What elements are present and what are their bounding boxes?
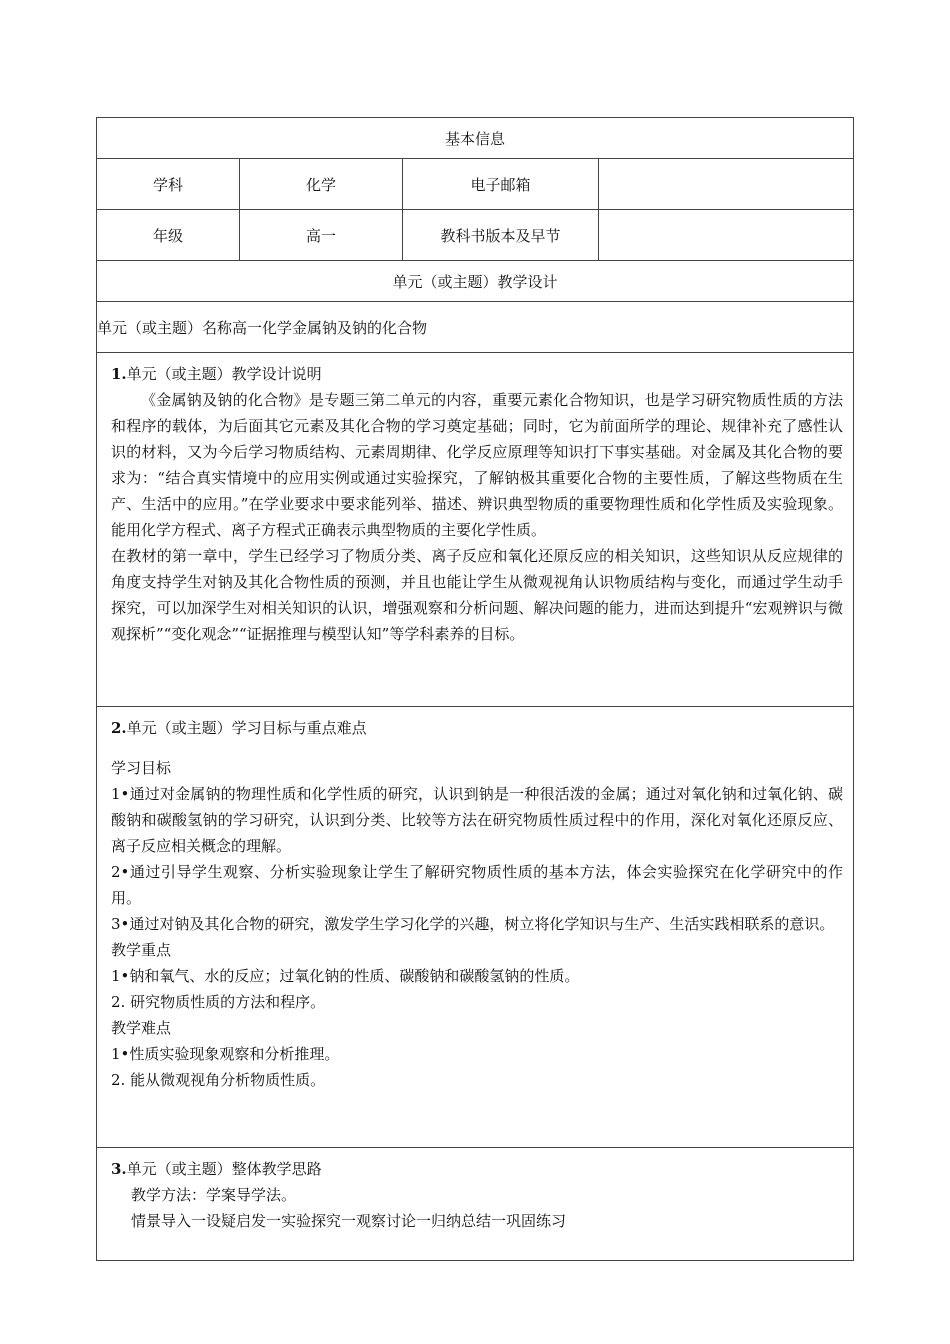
section3-number: 3. bbox=[111, 1160, 127, 1178]
section1-heading-text: 单元（或主题）教学设计说明 bbox=[126, 365, 322, 383]
difficult-points-title: 教学难点 bbox=[111, 1019, 172, 1037]
basic-info-title: 基本信息 bbox=[97, 118, 854, 159]
unit-name-line: 单元（或主题）名称高一化学金属钠及钠的化合物 bbox=[97, 302, 854, 353]
lesson-plan-table bbox=[96, 117, 854, 1261]
difficult-point-item: 2. 能从微观视角分析物质性质。 bbox=[111, 1071, 326, 1089]
grade-value: 高一 bbox=[240, 210, 403, 261]
subject-label: 学科 bbox=[97, 159, 240, 210]
section2-heading bbox=[111, 715, 843, 741]
email-label: 电子邮箱 bbox=[403, 159, 599, 210]
difficult-point-item: 1•性质实验现象观察和分析推理。 bbox=[111, 1045, 340, 1063]
textbook-label: 教科书版本及早节 bbox=[403, 210, 599, 261]
goal-item: 1•通过对金属钠的物理性质和化学性质的研究，认识到钠是一种很活泼的金属；通过对氧化钠和过氧化钠、碳酸钠和碳酸氢钠的学习研究，认识到分类、比较等方法在研究物质性质过程中的作用，深化对氧化还原反应、离子反应相关概念的理解。 bbox=[111, 785, 844, 855]
key-point-item: 1•钠和氧气、水的反应；过氧化钠的性质、碳酸钠和碳酸氢钠的性质。 bbox=[111, 967, 580, 985]
section-teaching-approach bbox=[97, 1148, 854, 1261]
section-goals bbox=[97, 707, 854, 1148]
goal-item: 2•通过引导学生观察、分析实验现象让学生了解研究物质性质的基本方法，体会实验探究在化学研究中的作用。 bbox=[111, 863, 844, 907]
teaching-flow: 情景导入一设疑启发一实验探究一观察讨论一归纳总结一巩固练习 bbox=[131, 1212, 567, 1230]
section2-number: 2. bbox=[111, 719, 127, 737]
section2-heading-text: 单元（或主题）学习目标与重点难点 bbox=[126, 719, 367, 737]
section1-paragraph-1: 《金属钠及钠的化合物》是专题三第二单元的内容，重要元素化合物知识，也是学习研究物质性质的方法和程序的载体，为后面其它元素及其化合物的学习奠定基础；同时，它为前面所学的理论、规律补充了感性认识的材料，又为今后学习物质结构、元素周期律、化学反应原理等知识打下事实基础。对金属及其化合物的要求为：“结合真实情境中的应用实例或通过实验探究，了解钠极其重要化合物的主要性质，了解这些物质在生产、生活中的应用。”在学业要求中要求能列举、描述、辨识典型物质的重要物理性质和化学性质及实验现象。能用化学方程式、离子方程式正确表示典型物质的主要化学性质。 bbox=[111, 391, 844, 539]
email-value bbox=[599, 159, 854, 210]
subject-value: 化学 bbox=[240, 159, 403, 210]
goal-item: 3•通过对钠及其化合物的研究，激发学生学习化学的兴趣，树立将化学知识与生产、生活实践相联系的意识。 bbox=[111, 915, 835, 933]
key-points-title: 教学重点 bbox=[111, 941, 172, 959]
teaching-method: 教学方法：学案导学法。 bbox=[131, 1186, 297, 1204]
section3-heading-text: 单元（或主题）整体教学思路 bbox=[126, 1160, 322, 1178]
section-design-description bbox=[97, 353, 854, 707]
section3-heading bbox=[111, 1156, 843, 1182]
textbook-value bbox=[599, 210, 854, 261]
unit-design-title: 单元（或主题）教学设计 bbox=[97, 261, 854, 302]
section1-number: 1. bbox=[111, 365, 127, 383]
goals-title: 学习目标 bbox=[111, 759, 172, 777]
section1-paragraph-2: 在教材的第一章中，学生已经学习了物质分类、离子反应和氧化还原反应的相关知识，这些知识从反应规律的角度支持学生对钠及其化合物性质的预测，并且也能让学生从微观视角认识物质结构与变化，而通过学生动手探究，可以加深学生对相关知识的认识，增强观察和分析问题、解决问题的能力，进而达到提升“宏观辨识与微观探析”“变化观念”“证据推理与模型认知”等学科素养的目标。 bbox=[111, 547, 844, 643]
grade-label: 年级 bbox=[97, 210, 240, 261]
section1-heading bbox=[111, 361, 843, 387]
key-point-item: 2. 研究物质性质的方法和程序。 bbox=[111, 993, 326, 1011]
